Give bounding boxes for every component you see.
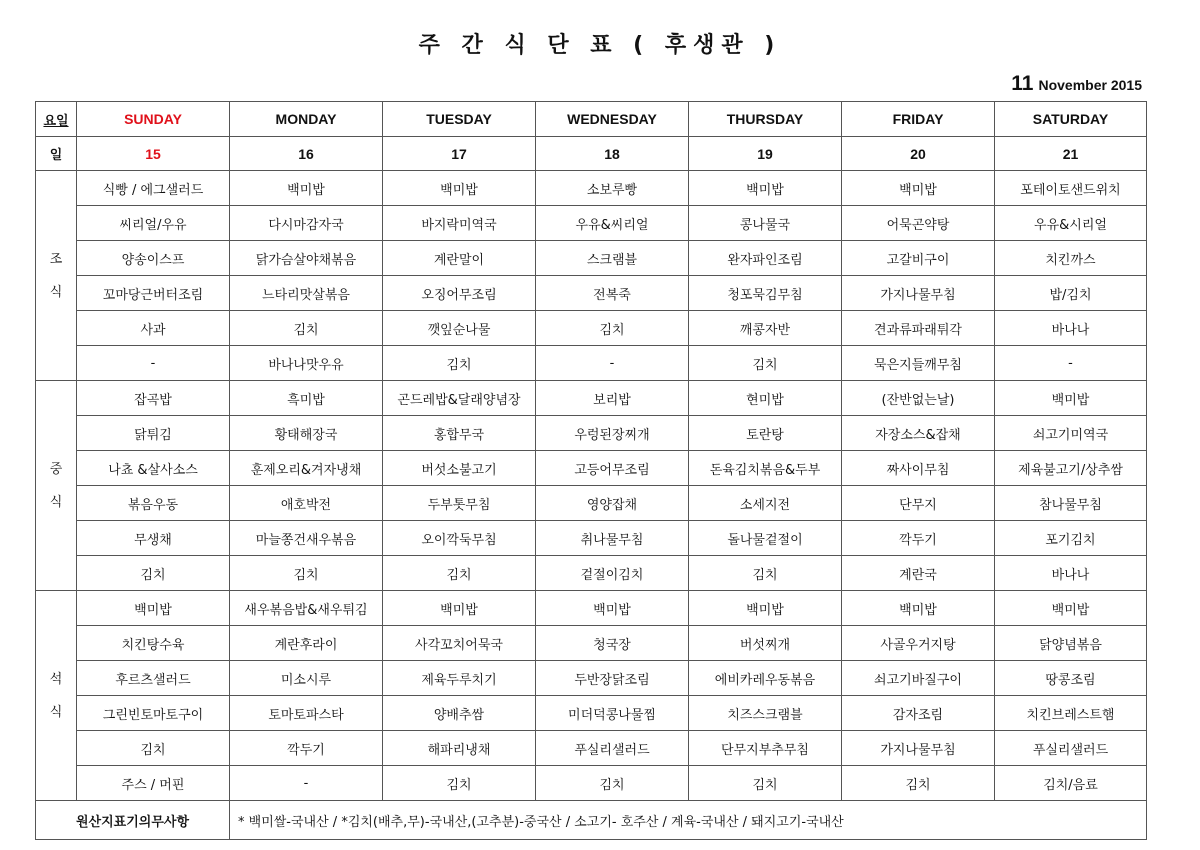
menu-item-cell: 김치 [230,556,383,591]
menu-row [36,241,1147,276]
menu-item-cell: 오징어무조림 [383,276,536,311]
menu-item-cell: 백미밥 [842,591,995,626]
date-monday: 16 [230,137,383,171]
date-saturday: 21 [995,137,1147,171]
menu-item-cell: 느타리맛살볶음 [230,276,383,311]
menu-item-cell: 토란탕 [689,416,842,451]
menu-item-cell: 미소시루 [230,661,383,696]
menu-item-cell: 김치 [383,766,536,801]
menu-item-cell: 새우볶음밥&새우튀김 [230,591,383,626]
menu-item-cell: 소보루빵 [536,171,689,206]
menu-item-cell: 우유&씨리얼 [536,206,689,241]
menu-item-cell: 자장소스&잡채 [842,416,995,451]
menu-row [36,171,1147,206]
menu-row [36,311,1147,346]
day-name-friday: FRIDAY [842,102,995,137]
menu-item-cell: 백미밥 [995,381,1147,416]
menu-item-cell: 깻잎순나물 [383,311,536,346]
menu-item-cell: 영양잡채 [536,486,689,521]
menu-item-cell: 짜사이무침 [842,451,995,486]
menu-item-cell: 겉절이김치 [536,556,689,591]
origin-info-text: * 백미쌀-국내산 / *김치(배추,무)-국내산,(고추분)-중국산 / 소고기- 호주산 / 계육-국내산 / 돼지고기-국내산 [230,801,1147,840]
date-label-cell: 일 [36,137,77,171]
menu-item-cell: 닭튀김 [77,416,230,451]
day-header-row [36,102,1147,137]
menu-item-cell: 무생채 [77,521,230,556]
date-sunday: 15 [77,137,230,171]
menu-item-cell: 콩나물국 [689,206,842,241]
meal-name-cell [36,381,77,591]
day-name-wednesday: WEDNESDAY [536,102,689,137]
menu-item-cell: 완자파인조림 [689,241,842,276]
menu-item-cell: 나쵸 &살사소스 [77,451,230,486]
day-name-tuesday: TUESDAY [383,102,536,137]
meal-name-bottom: 식 [49,284,63,300]
menu-row [36,206,1147,241]
menu-item-cell: 김치 [230,311,383,346]
menu-item-cell: 잡곡밥 [77,381,230,416]
menu-item-cell: 바나나 [995,556,1147,591]
menu-item-cell: 두반장닭조림 [536,661,689,696]
menu-item-cell: 치킨브레스트햄 [995,696,1147,731]
menu-item-cell: 에비카레우동볶음 [689,661,842,696]
menu-item-cell: 양송이스프 [77,241,230,276]
menu-item-cell: 현미밥 [689,381,842,416]
menu-item-cell: 마늘쫑건새우볶음 [230,521,383,556]
menu-item-cell: 보리밥 [536,381,689,416]
menu-row [36,451,1147,486]
menu-item-cell: 쇠고기바질구이 [842,661,995,696]
menu-row [36,766,1147,801]
menu-item-cell: 애호박전 [230,486,383,521]
menu-item-cell: 우유&시리얼 [995,206,1147,241]
menu-item-cell: 백미밥 [842,171,995,206]
menu-row [36,626,1147,661]
menu-item-cell: 바나나 [995,311,1147,346]
menu-item-cell: 포테이토샌드위치 [995,171,1147,206]
menu-item-cell: 백미밥 [689,171,842,206]
menu-item-cell: 바지락미역국 [383,206,536,241]
menu-item-cell: 치킨까스 [995,241,1147,276]
menu-item-cell: 김치 [383,556,536,591]
meal-name-bottom: 식 [49,494,63,510]
menu-item-cell: (잔반없는날) [842,381,995,416]
menu-item-cell: 김치 [536,766,689,801]
menu-row [36,521,1147,556]
menu-item-cell: 고갈비구이 [842,241,995,276]
menu-item-cell: 백미밥 [383,591,536,626]
menu-item-cell: 치즈스크램블 [689,696,842,731]
menu-row [36,486,1147,521]
menu-row [36,556,1147,591]
menu-row [36,696,1147,731]
menu-item-cell: 식빵 / 에그샐러드 [77,171,230,206]
menu-item-cell: 돌나물겉절이 [689,521,842,556]
day-name-monday: MONDAY [230,102,383,137]
menu-item-cell: 사과 [77,311,230,346]
menu-item-cell: 백미밥 [77,591,230,626]
origin-info-row [36,801,1147,840]
menu-item-cell: 곤드레밥&달래양념장 [383,381,536,416]
meal-name-top: 조 [49,251,63,267]
menu-item-cell: 황태해장국 [230,416,383,451]
menu-row [36,346,1147,381]
date-wednesday: 18 [536,137,689,171]
menu-item-cell: 김치 [77,556,230,591]
menu-item-cell: 깍두기 [230,731,383,766]
menu-item-cell: 꼬마당근버터조림 [77,276,230,311]
menu-item-cell: 청국장 [536,626,689,661]
meal-name-top: 중 [49,461,63,477]
menu-item-cell: 김치/음료 [995,766,1147,801]
menu-item-cell: 훈제오리&겨자냉채 [230,451,383,486]
origin-info-label: 원산지표기의무사항 [36,801,230,840]
menu-item-cell: 흑미밥 [230,381,383,416]
menu-row [36,661,1147,696]
menu-item-cell: 고등어무조림 [536,451,689,486]
menu-item-cell: 홍합무국 [383,416,536,451]
menu-item-cell: 양배추쌈 [383,696,536,731]
menu-item-cell: 백미밥 [995,591,1147,626]
menu-item-cell: 백미밥 [383,171,536,206]
menu-item-cell: 백미밥 [230,171,383,206]
menu-item-cell: 버섯소불고기 [383,451,536,486]
menu-item-cell: - [536,346,689,381]
date-row [36,137,1147,171]
menu-item-cell: 김치 [689,346,842,381]
menu-item-cell: 닭가슴살야채볶음 [230,241,383,276]
menu-item-cell: 씨리얼/우유 [77,206,230,241]
menu-item-cell: 깨콩자반 [689,311,842,346]
menu-item-cell: 제육두루치기 [383,661,536,696]
menu-item-cell: 취나물무침 [536,521,689,556]
menu-item-cell: 쇠고기미역국 [995,416,1147,451]
menu-item-cell: 그린빈토마토구이 [77,696,230,731]
menu-item-cell: 미더덕콩나물찜 [536,696,689,731]
menu-item-cell: - [230,766,383,801]
menu-item-cell: 참나물무침 [995,486,1147,521]
date-day: 11 [1011,72,1034,95]
date-friday: 20 [842,137,995,171]
menu-row [36,731,1147,766]
menu-item-cell: 다시마감자국 [230,206,383,241]
menu-item-cell: 가지나물무침 [842,731,995,766]
menu-item-cell: 우렁된장찌개 [536,416,689,451]
menu-item-cell: 스크램블 [536,241,689,276]
menu-item-cell: 김치 [842,766,995,801]
menu-item-cell: 사골우거지탕 [842,626,995,661]
menu-item-cell: 땅콩조림 [995,661,1147,696]
menu-item-cell: - [77,346,230,381]
menu-row [36,416,1147,451]
menu-item-cell: 계란후라이 [230,626,383,661]
menu-item-cell: 닭양념볶음 [995,626,1147,661]
menu-item-cell: 사각꼬치어묵국 [383,626,536,661]
menu-item-cell: 돈육김치볶음&두부 [689,451,842,486]
menu-item-cell: 단무지부추무침 [689,731,842,766]
date-tuesday: 17 [383,137,536,171]
menu-item-cell: 견과류파래튀각 [842,311,995,346]
menu-item-cell: 김치 [689,766,842,801]
menu-item-cell: 김치 [77,731,230,766]
menu-item-cell: 소세지전 [689,486,842,521]
menu-item-cell: 바나나맛우유 [230,346,383,381]
meal-name-bottom: 식 [49,704,63,720]
menu-item-cell: 계란말이 [383,241,536,276]
menu-row [36,276,1147,311]
menu-item-cell: 가지나물무침 [842,276,995,311]
menu-item-cell: 치킨탕수육 [77,626,230,661]
menu-item-cell: 토마토파스타 [230,696,383,731]
page-title: 주 간 식 단 표 ( 후생관 ) [418,33,782,58]
menu-item-cell: 볶음우동 [77,486,230,521]
menu-item-cell: 후르츠샐러드 [77,661,230,696]
date-month-year: November 2015 [1038,77,1142,93]
weekly-menu-table [35,101,1147,840]
menu-item-cell: 두부톳무침 [383,486,536,521]
meal-name-cell [36,591,77,801]
meal-name-cell [36,171,77,381]
menu-item-cell: 포기김치 [995,521,1147,556]
day-name-saturday: SATURDAY [995,102,1147,137]
menu-item-cell: 김치 [536,311,689,346]
menu-item-cell: 밥/김치 [995,276,1147,311]
menu-item-cell: 김치 [383,346,536,381]
menu-item-cell: 묵은지들깨무침 [842,346,995,381]
menu-item-cell: 푸실리샐러드 [536,731,689,766]
menu-item-cell: 청포묵김무침 [689,276,842,311]
menu-item-cell: 해파리냉채 [383,731,536,766]
menu-item-cell: 전복죽 [536,276,689,311]
menu-item-cell: 어묵곤약탕 [842,206,995,241]
menu-item-cell: 김치 [689,556,842,591]
menu-item-cell: 계란국 [842,556,995,591]
date-label [1011,72,1142,96]
menu-item-cell: 푸실리샐러드 [995,731,1147,766]
menu-item-cell: 깍두기 [842,521,995,556]
menu-item-cell: 주스 / 머핀 [77,766,230,801]
menu-item-cell: 단무지 [842,486,995,521]
day-name-sunday: SUNDAY [77,102,230,137]
date-thursday: 19 [689,137,842,171]
meal-name-top: 석 [49,671,63,687]
menu-row [36,381,1147,416]
menu-item-cell: 백미밥 [689,591,842,626]
menu-item-cell: 오이깍둑무침 [383,521,536,556]
menu-item-cell: 제육불고기/상추쌈 [995,451,1147,486]
menu-item-cell: 감자조림 [842,696,995,731]
menu-item-cell: 버섯찌개 [689,626,842,661]
day-label-cell: 요일 [36,102,77,137]
day-name-thursday: THURSDAY [689,102,842,137]
menu-item-cell: - [995,346,1147,381]
menu-item-cell: 백미밥 [536,591,689,626]
menu-row [36,591,1147,626]
